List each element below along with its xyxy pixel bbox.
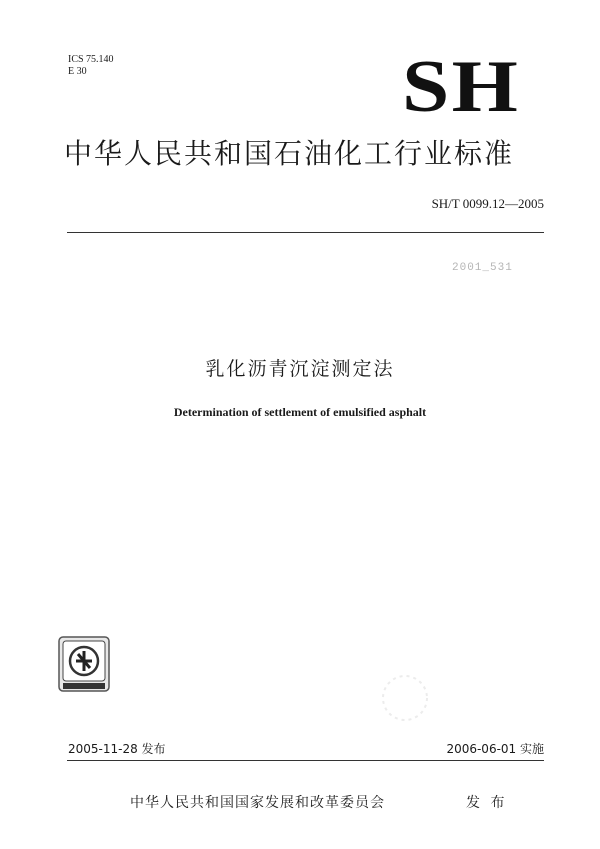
ics-code: ICS 75.140 [68,54,114,65]
bottom-divider [67,760,544,761]
classification-codes [68,54,114,78]
standard-category-title: 中华人民共和国石油化工行业标准 [64,137,515,170]
document-title-english: Determination of settlement of emulsified asphalt [173,405,427,419]
implementation-date: 2006-06-01 实施 [446,742,544,756]
document-title-chinese: 乳化沥青沉淀测定法 [205,358,395,380]
archive-stamp-number: 2001_531 [452,262,513,274]
faint-watermark-icon [375,668,435,728]
sh-logo: SH [402,46,521,128]
library-seal-icon [58,636,110,692]
ccs-code: E 30 [68,66,87,77]
top-divider [67,232,544,233]
issue-label: 发 布 [466,795,508,811]
issuing-authority: 中华人民共和国国家发展和改革委员会 [130,795,385,811]
standard-number: SH/T 0099.12—2005 [431,196,544,211]
publish-date: 2005-11-28 发布 [68,742,166,756]
